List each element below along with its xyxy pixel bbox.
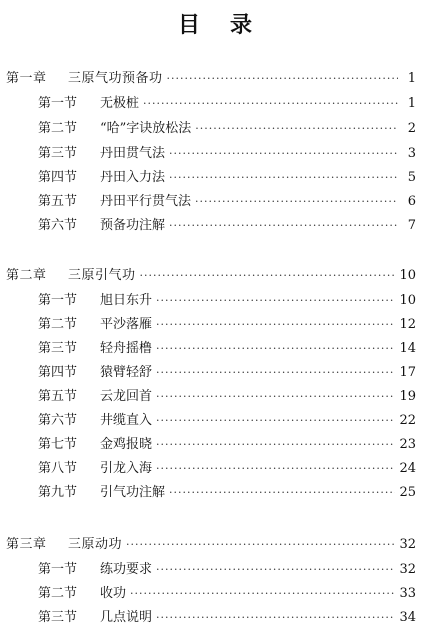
- toc-section-1-3[interactable]: [38, 142, 416, 161]
- section-title: 引龙入海: [100, 461, 153, 476]
- section-title: 预备功注解: [100, 218, 166, 233]
- section-number: 第六节: [38, 218, 78, 233]
- toc-section-2-1[interactable]: [38, 289, 416, 308]
- toc-section-1-6[interactable]: [38, 214, 416, 233]
- page-number: 32: [399, 537, 416, 552]
- leader-dots: [126, 538, 395, 551]
- page-number: 6: [407, 194, 416, 209]
- page-number: 34: [399, 610, 416, 625]
- section-title: 旭日东升: [100, 293, 153, 308]
- section-number: 第五节: [38, 389, 78, 404]
- page-number: 10: [399, 268, 416, 283]
- page-number: 24: [399, 461, 416, 476]
- section-label: [38, 337, 152, 356]
- leader-dots: [156, 438, 395, 451]
- page-number: 1: [407, 71, 416, 86]
- page-number: 10: [399, 293, 416, 308]
- section-label: [38, 457, 152, 476]
- page-number: 3: [407, 146, 416, 161]
- leader-dots: [169, 171, 398, 184]
- section-label: [38, 166, 165, 185]
- section-label: [38, 582, 126, 601]
- leader-dots: [130, 587, 395, 600]
- leader-dots: [156, 294, 395, 307]
- chapter-number: 第一章: [6, 71, 47, 86]
- section-title: 丹田贯气法: [100, 146, 166, 161]
- section-number: 第一节: [38, 293, 78, 308]
- toc-section-2-4[interactable]: [38, 361, 416, 380]
- toc-section-3-3[interactable]: [38, 606, 416, 625]
- toc-section-2-7[interactable]: [38, 433, 416, 452]
- section-title: 猿臂轻舒: [100, 365, 153, 380]
- section-number: 第二节: [38, 317, 78, 332]
- section-title: “哈”字诀放松法: [100, 121, 192, 136]
- toc-chapter-3[interactable]: [6, 533, 416, 552]
- page-number: 33: [399, 586, 416, 601]
- section-label: [38, 190, 191, 209]
- page-title: [0, 8, 432, 39]
- chapter-label: [6, 264, 136, 283]
- section-label: [38, 289, 152, 308]
- page-number: 7: [407, 218, 416, 233]
- chapter-title: 三原气功预备功: [68, 71, 163, 86]
- section-number: 第八节: [38, 461, 78, 476]
- section-label: [38, 433, 152, 452]
- section-label: [38, 385, 152, 404]
- leader-dots: [156, 462, 395, 475]
- section-number: 第六节: [38, 413, 78, 428]
- section-label: [38, 313, 152, 332]
- section-title: 金鸡报晓: [100, 437, 153, 452]
- leader-dots: [156, 611, 395, 624]
- section-number: 第一节: [38, 562, 78, 577]
- leader-dots: [167, 72, 398, 85]
- page-number: 1: [407, 96, 416, 111]
- toc-section-1-4[interactable]: [38, 166, 416, 185]
- chapter-number: 第二章: [6, 268, 47, 283]
- section-label: [38, 142, 165, 161]
- section-number: 第四节: [38, 170, 78, 185]
- leader-dots: [195, 195, 398, 208]
- section-number: 第一节: [38, 96, 78, 111]
- leader-dots: [156, 366, 395, 379]
- toc-section-2-3[interactable]: [38, 337, 416, 356]
- section-number: 第二节: [38, 121, 78, 136]
- section-number: 第五节: [38, 194, 78, 209]
- section-label: [38, 361, 152, 380]
- section-number: 第三节: [38, 610, 78, 625]
- toc-section-3-2[interactable]: [38, 582, 416, 601]
- leader-dots: [169, 147, 398, 160]
- section-title: 云龙回首: [100, 389, 153, 404]
- toc-section-2-8[interactable]: [38, 457, 416, 476]
- section-title: 轻舟摇橹: [100, 341, 153, 356]
- section-number: 第四节: [38, 365, 78, 380]
- section-label: [38, 409, 152, 428]
- page-number: 19: [399, 389, 416, 404]
- section-label: [38, 214, 165, 233]
- title-char-1: 目: [177, 13, 202, 38]
- section-title: 井缆直入: [100, 413, 153, 428]
- page-number: 23: [399, 437, 416, 452]
- toc-section-2-2[interactable]: [38, 313, 416, 332]
- toc-section-3-1[interactable]: [38, 558, 416, 577]
- section-title: 引气功注解: [100, 485, 166, 500]
- leader-dots: [156, 342, 395, 355]
- section-title: 无极桩: [100, 96, 140, 111]
- toc-section-1-2[interactable]: [38, 117, 416, 136]
- section-title: 练功要求: [100, 562, 153, 577]
- leader-dots: [156, 318, 395, 331]
- section-number: 第三节: [38, 341, 78, 356]
- section-title: 收功: [100, 586, 127, 601]
- section-title: 平沙落雁: [100, 317, 153, 332]
- leader-dots: [156, 390, 395, 403]
- leader-dots: [169, 219, 398, 232]
- toc-section-1-5[interactable]: [38, 190, 416, 209]
- page-number: 22: [399, 413, 416, 428]
- section-number: 第三节: [38, 146, 78, 161]
- chapter-number: 第三章: [6, 537, 47, 552]
- section-title: 丹田入力法: [100, 170, 166, 185]
- leader-dots: [169, 486, 395, 499]
- page-number: 17: [399, 365, 416, 380]
- section-label: [38, 481, 165, 500]
- leader-dots: [156, 563, 395, 576]
- toc-section-2-6[interactable]: [38, 409, 416, 428]
- toc-section-2-9[interactable]: [38, 481, 416, 500]
- section-number: 第二节: [38, 586, 78, 601]
- section-number: 第九节: [38, 485, 78, 500]
- section-title: 几点说明: [100, 610, 153, 625]
- chapter-title: 三原引气功: [68, 268, 136, 283]
- page-number: 25: [399, 485, 416, 500]
- page-number: 32: [399, 562, 416, 577]
- page-number: 14: [399, 341, 416, 356]
- title-char-2: 录: [230, 13, 255, 38]
- chapter-label: [6, 533, 122, 552]
- leader-dots: [195, 122, 398, 135]
- section-label: [38, 117, 191, 136]
- toc-section-1-1[interactable]: [38, 92, 416, 111]
- toc-chapter-2[interactable]: [6, 264, 416, 283]
- toc-section-2-5[interactable]: [38, 385, 416, 404]
- leader-dots: [156, 414, 395, 427]
- page-number: 5: [407, 170, 416, 185]
- section-title: 丹田平行贯气法: [100, 194, 192, 209]
- section-label: [38, 92, 139, 111]
- section-number: 第七节: [38, 437, 78, 452]
- section-label: [38, 606, 152, 625]
- chapter-title: 三原动功: [68, 537, 123, 552]
- toc-chapter-1[interactable]: [6, 67, 416, 86]
- leader-dots: [140, 269, 396, 282]
- section-label: [38, 558, 152, 577]
- page-number: 2: [407, 121, 416, 136]
- leader-dots: [143, 97, 398, 110]
- page-number: 12: [399, 317, 416, 332]
- chapter-label: [6, 67, 163, 86]
